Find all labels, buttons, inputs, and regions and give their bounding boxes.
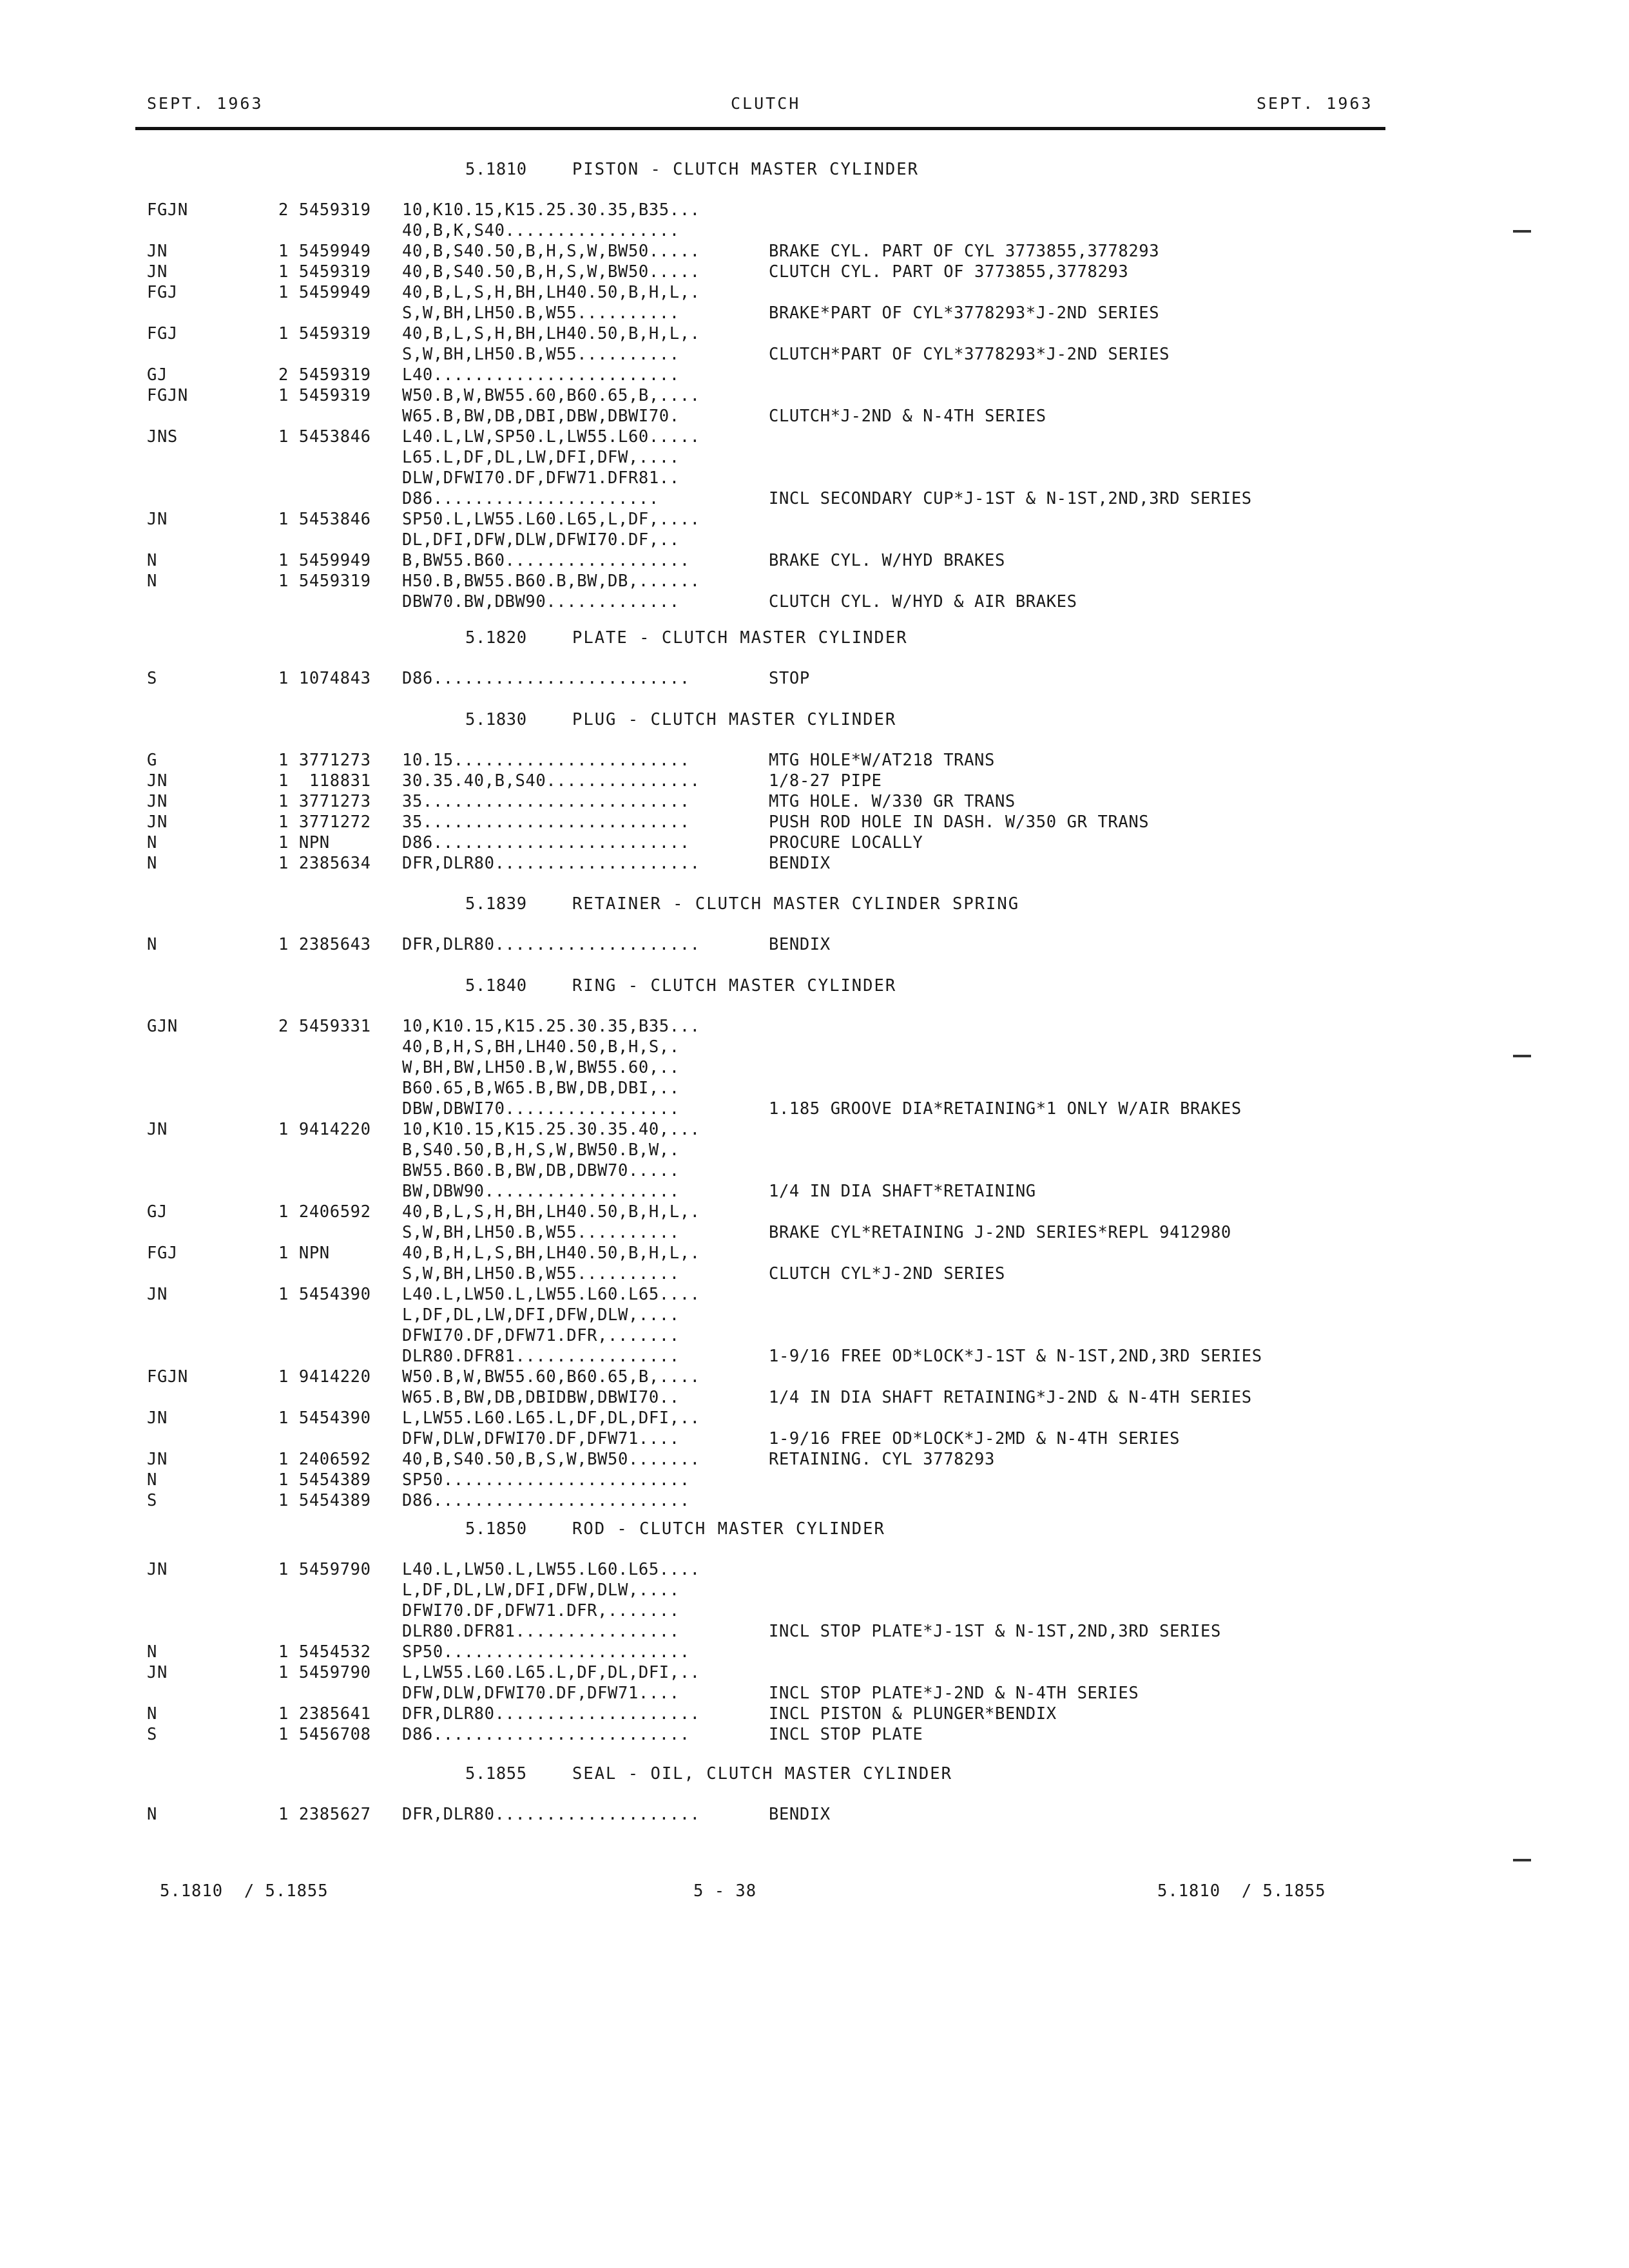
section-number: 5.1850 xyxy=(465,1519,527,1539)
model-application: 40,B,L,S,H,BH,LH40.50,B,H,L,. xyxy=(402,283,700,302)
part-description: CLUTCH CYL*J-2ND SERIES xyxy=(769,1264,1005,1283)
model-application: BW,DBW90................... xyxy=(402,1182,680,1201)
part-number: 1 2385634 xyxy=(278,854,371,873)
series-code: N xyxy=(147,1805,157,1824)
model-application: SP50........................ xyxy=(402,1470,690,1490)
model-application: 40,B,H,L,S,BH,LH40.50,B,H,L,. xyxy=(402,1244,700,1263)
series-code: N xyxy=(147,572,157,591)
part-number: 1 2385643 xyxy=(278,935,371,954)
section-number: 5.1830 xyxy=(465,710,527,729)
part-description: 1-9/16 FREE OD*LOCK*J-2MD & N-4TH SERIES xyxy=(769,1429,1181,1448)
part-description: 1/8-27 PIPE xyxy=(769,771,882,791)
part-number: 1 5459319 xyxy=(278,386,371,405)
part-number: 1 5459949 xyxy=(278,283,371,302)
model-application: B,S40.50,B,H,S,W,BW50.B,W,. xyxy=(402,1140,680,1160)
model-application: W50.B,W,BW55.60,B60.65,B,.... xyxy=(402,386,700,405)
section-number: 5.1820 xyxy=(465,628,527,648)
header-rule xyxy=(135,127,1385,130)
model-application: D86......................... xyxy=(402,1725,690,1744)
model-application: 10,K10.15,K15.25.30.35.40,... xyxy=(402,1120,700,1139)
part-number: 1 2406592 xyxy=(278,1202,371,1222)
model-application: DFR,DLR80.................... xyxy=(402,854,700,873)
part-number: 1 118831 xyxy=(278,771,371,791)
part-description: CLUTCH CYL. PART OF 3773855,3778293 xyxy=(769,262,1129,282)
section-title: PLATE - CLUTCH MASTER CYLINDER xyxy=(572,628,908,648)
part-description: MTG HOLE*W/AT218 TRANS xyxy=(769,751,995,770)
part-number: 1 5453846 xyxy=(278,510,371,529)
part-description: BRAKE CYL*RETAINING J-2ND SERIES*REPL 9412980 xyxy=(769,1223,1231,1242)
header-section-title: CLUTCH xyxy=(731,94,801,113)
header-date-left: SEPT. 1963 xyxy=(147,94,264,113)
part-description: INCL STOP PLATE xyxy=(769,1725,923,1744)
series-code: JN xyxy=(147,1663,168,1682)
model-application: W,BH,BW,LH50.B,W,BW55.60,.. xyxy=(402,1058,680,1077)
footer-range-left: 5.1810 / 5.1855 xyxy=(160,1881,329,1901)
series-code: JN xyxy=(147,1560,168,1579)
model-application: DBW,DBWI70................. xyxy=(402,1099,680,1119)
model-application: SP50.L,LW55.L60.L65,L,DF,.... xyxy=(402,510,700,529)
model-application: DFW,DLW,DFWI70.DF,DFW71.... xyxy=(402,1429,680,1448)
part-number: 1 NPN xyxy=(278,833,371,852)
model-application: 10.15....................... xyxy=(402,751,690,770)
margin-mark xyxy=(1513,1055,1531,1057)
part-number: 1 5459949 xyxy=(278,242,371,261)
series-code: JN xyxy=(147,1408,168,1428)
model-application: W50.B,W,BW55.60,B60.65,B,.... xyxy=(402,1367,700,1387)
series-code: N xyxy=(147,1642,157,1662)
model-application: 40,B,H,S,BH,LH40.50,B,H,S,. xyxy=(402,1037,680,1057)
part-number: 1 2385627 xyxy=(278,1805,371,1824)
series-code: JN xyxy=(147,1450,168,1469)
model-application: 30.35.40,B,S40............... xyxy=(402,771,700,791)
section-title: ROD - CLUTCH MASTER CYLINDER xyxy=(572,1519,885,1539)
part-number: 1 3771273 xyxy=(278,792,371,811)
model-application: D86......................... xyxy=(402,833,690,852)
model-application: DL,DFI,DFW,DLW,DFWI70.DF,.. xyxy=(402,530,680,550)
part-description: BRAKE CYL. PART OF CYL 3773855,3778293 xyxy=(769,242,1160,261)
model-application: DBW70.BW,DBW90............. xyxy=(402,592,680,611)
series-code: JN xyxy=(147,771,168,791)
part-description: INCL STOP PLATE*J-1ST & N-1ST,2ND,3RD SERIES xyxy=(769,1622,1221,1641)
part-number: 1 5459949 xyxy=(278,551,371,570)
part-number: 1 9414220 xyxy=(278,1120,371,1139)
model-application: 40,B,L,S,H,BH,LH40.50,B,H,L,. xyxy=(402,324,700,343)
model-application: B60.65,B,W65.B,BW,DB,DBI,.. xyxy=(402,1079,680,1098)
part-number: 2 5459331 xyxy=(278,1017,371,1036)
section-number: 5.1855 xyxy=(465,1764,527,1783)
series-code: N xyxy=(147,1470,157,1490)
model-application: SP50........................ xyxy=(402,1642,690,1662)
section-title: RING - CLUTCH MASTER CYLINDER xyxy=(572,976,897,995)
part-description: INCL STOP PLATE*J-2ND & N-4TH SERIES xyxy=(769,1684,1139,1703)
part-description: 1/4 IN DIA SHAFT RETAINING*J-2ND & N-4TH SERIES xyxy=(769,1388,1252,1407)
series-code: S xyxy=(147,1725,157,1744)
model-application: D86......................... xyxy=(402,669,690,688)
model-application: 40,B,S40.50,B,H,S,W,BW50..... xyxy=(402,242,700,261)
part-number: 1 5454389 xyxy=(278,1491,371,1510)
series-code: JN xyxy=(147,1285,168,1304)
model-application: BW55.B60.B,BW,DB,DBW70..... xyxy=(402,1161,680,1180)
part-number: 1 5454389 xyxy=(278,1470,371,1490)
part-number: 1 5454532 xyxy=(278,1642,371,1662)
series-code: N xyxy=(147,854,157,873)
part-description: BRAKE CYL. W/HYD BRAKES xyxy=(769,551,1005,570)
series-code: JN xyxy=(147,242,168,261)
part-description: BENDIX xyxy=(769,935,831,954)
part-number: 1 3771273 xyxy=(278,751,371,770)
series-code: N xyxy=(147,935,157,954)
series-code: N xyxy=(147,551,157,570)
model-application: 35.......................... xyxy=(402,792,690,811)
series-code: GJN xyxy=(147,1017,178,1036)
section-title: PLUG - CLUTCH MASTER CYLINDER xyxy=(572,710,897,729)
series-code: G xyxy=(147,751,157,770)
model-application: 10,K10.15,K15.25.30.35,B35... xyxy=(402,1017,700,1036)
model-application: 40,B,L,S,H,BH,LH40.50,B,H,L,. xyxy=(402,1202,700,1222)
model-application: H50.B,BW55.B60.B,BW,DB,...... xyxy=(402,572,700,591)
model-application: DFR,DLR80.................... xyxy=(402,1704,700,1724)
part-number: 1 5459319 xyxy=(278,262,371,282)
footer-range-right: 5.1810 / 5.1855 xyxy=(1157,1881,1326,1901)
series-code: FGJN xyxy=(147,1367,188,1387)
series-code: FGJN xyxy=(147,386,188,405)
part-number: 1 2385641 xyxy=(278,1704,371,1724)
part-number: 1 5456708 xyxy=(278,1725,371,1744)
model-application: DLR80.DFR81................ xyxy=(402,1622,680,1641)
model-application: D86...................... xyxy=(402,489,659,508)
series-code: FGJN xyxy=(147,200,188,220)
section-title: SEAL - OIL, CLUTCH MASTER CYLINDER xyxy=(572,1764,952,1783)
part-description: PROCURE LOCALLY xyxy=(769,833,923,852)
part-description: CLUTCH CYL. W/HYD & AIR BRAKES xyxy=(769,592,1077,611)
part-number: 1 5454390 xyxy=(278,1285,371,1304)
model-application: L40.L,LW50.L,LW55.L60.L65.... xyxy=(402,1285,700,1304)
part-description: RETAINING. CYL 3778293 xyxy=(769,1450,995,1469)
model-application: S,W,BH,LH50.B,W55.......... xyxy=(402,303,680,323)
model-application: 40,B,S40.50,B,H,S,W,BW50..... xyxy=(402,262,700,282)
series-code: N xyxy=(147,1704,157,1724)
part-description: CLUTCH*PART OF CYL*3778293*J-2ND SERIES xyxy=(769,345,1170,364)
series-code: FGJ xyxy=(147,324,178,343)
model-application: 40,B,S40.50,B,S,W,BW50....... xyxy=(402,1450,700,1469)
model-application: DFW,DLW,DFWI70.DF,DFW71.... xyxy=(402,1684,680,1703)
model-application: S,W,BH,LH50.B,W55.......... xyxy=(402,1223,680,1242)
model-application: D86......................... xyxy=(402,1491,690,1510)
part-description: INCL PISTON & PLUNGER*BENDIX xyxy=(769,1704,1057,1724)
series-code: GJ xyxy=(147,365,168,385)
model-application: L40........................ xyxy=(402,365,680,385)
model-application: DFWI70.DF,DFW71.DFR,....... xyxy=(402,1326,680,1345)
part-number: 1 3771272 xyxy=(278,812,371,832)
part-number: 1 1074843 xyxy=(278,669,371,688)
model-application: W65.B,BW,DB,DBIDBW,DBWI70.. xyxy=(402,1388,680,1407)
model-application: S,W,BH,LH50.B,W55.......... xyxy=(402,1264,680,1283)
series-code: N xyxy=(147,833,157,852)
header-date-right: SEPT. 1963 xyxy=(1257,94,1373,113)
model-application: L,DF,DL,LW,DFI,DFW,DLW,.... xyxy=(402,1305,680,1325)
section-number: 5.1839 xyxy=(465,894,527,914)
footer-page-number: 5 - 38 xyxy=(693,1881,757,1901)
part-description: 1-9/16 FREE OD*LOCK*J-1ST & N-1ST,2ND,3RD SERIES xyxy=(769,1347,1262,1366)
series-code: S xyxy=(147,1491,157,1510)
section-title: RETAINER - CLUTCH MASTER CYLINDER SPRING xyxy=(572,894,1020,914)
part-description: PUSH ROD HOLE IN DASH. W/350 GR TRANS xyxy=(769,812,1150,832)
part-number: 1 9414220 xyxy=(278,1367,371,1387)
section-number: 5.1840 xyxy=(465,976,527,995)
margin-mark xyxy=(1513,230,1531,233)
part-number: 1 5454390 xyxy=(278,1408,371,1428)
model-application: L,LW55.L60.L65.L,DF,DL,DFI,.. xyxy=(402,1663,700,1682)
series-code: JN xyxy=(147,262,168,282)
part-number: 2 5459319 xyxy=(278,365,371,385)
part-description: STOP xyxy=(769,669,810,688)
model-application: DFR,DLR80.................... xyxy=(402,1805,700,1824)
model-application: DLW,DFWI70.DF,DFW71.DFR81.. xyxy=(402,468,680,488)
model-application: 10,K10.15,K15.25.30.35,B35... xyxy=(402,200,700,220)
series-code: JN xyxy=(147,510,168,529)
part-number: 1 5459319 xyxy=(278,324,371,343)
section-number: 5.1810 xyxy=(465,160,527,179)
series-code: FGJ xyxy=(147,283,178,302)
part-number: 1 2406592 xyxy=(278,1450,371,1469)
model-application: DFR,DLR80.................... xyxy=(402,935,700,954)
model-application: L,LW55.L60.L65.L,DF,DL,DFI,.. xyxy=(402,1408,700,1428)
part-number: 1 5459790 xyxy=(278,1560,371,1579)
series-code: JNS xyxy=(147,427,178,447)
model-application: DLR80.DFR81................ xyxy=(402,1347,680,1366)
model-application: L65.L,DF,DL,LW,DFI,DFW,.... xyxy=(402,448,680,467)
part-number: 1 5459319 xyxy=(278,572,371,591)
series-code: JN xyxy=(147,812,168,832)
part-description: MTG HOLE. W/330 GR TRANS xyxy=(769,792,1016,811)
series-code: S xyxy=(147,669,157,688)
part-number: 1 5453846 xyxy=(278,427,371,447)
model-application: B,BW55.B60.................. xyxy=(402,551,690,570)
part-number: 2 5459319 xyxy=(278,200,371,220)
margin-mark xyxy=(1513,1859,1531,1861)
model-application: 40,B,K,S40................. xyxy=(402,221,680,240)
part-description: CLUTCH*J-2ND & N-4TH SERIES xyxy=(769,407,1046,426)
series-code: FGJ xyxy=(147,1244,178,1263)
series-code: GJ xyxy=(147,1202,168,1222)
part-number: 1 5459790 xyxy=(278,1663,371,1682)
section-title: PISTON - CLUTCH MASTER CYLINDER xyxy=(572,160,919,179)
part-description: BENDIX xyxy=(769,854,831,873)
part-description: INCL SECONDARY CUP*J-1ST & N-1ST,2ND,3RD SERIES xyxy=(769,489,1252,508)
model-application: L,DF,DL,LW,DFI,DFW,DLW,.... xyxy=(402,1581,680,1600)
model-application: S,W,BH,LH50.B,W55.......... xyxy=(402,345,680,364)
model-application: 35.......................... xyxy=(402,812,690,832)
series-code: JN xyxy=(147,1120,168,1139)
model-application: L40.L,LW50.L,LW55.L60.L65.... xyxy=(402,1560,700,1579)
model-application: DFWI70.DF,DFW71.DFR,....... xyxy=(402,1601,680,1620)
part-description: 1/4 IN DIA SHAFT*RETAINING xyxy=(769,1182,1036,1201)
part-description: 1.185 GROOVE DIA*RETAINING*1 ONLY W/AIR BRAKES xyxy=(769,1099,1242,1119)
part-description: BENDIX xyxy=(769,1805,831,1824)
part-number: 1 NPN xyxy=(278,1244,371,1263)
series-code: JN xyxy=(147,792,168,811)
model-application: W65.B,BW,DB,DBI,DBW,DBWI70. xyxy=(402,407,680,426)
model-application: L40.L,LW,SP50.L,LW55.L60..... xyxy=(402,427,700,447)
part-description: BRAKE*PART OF CYL*3778293*J-2ND SERIES xyxy=(769,303,1160,323)
